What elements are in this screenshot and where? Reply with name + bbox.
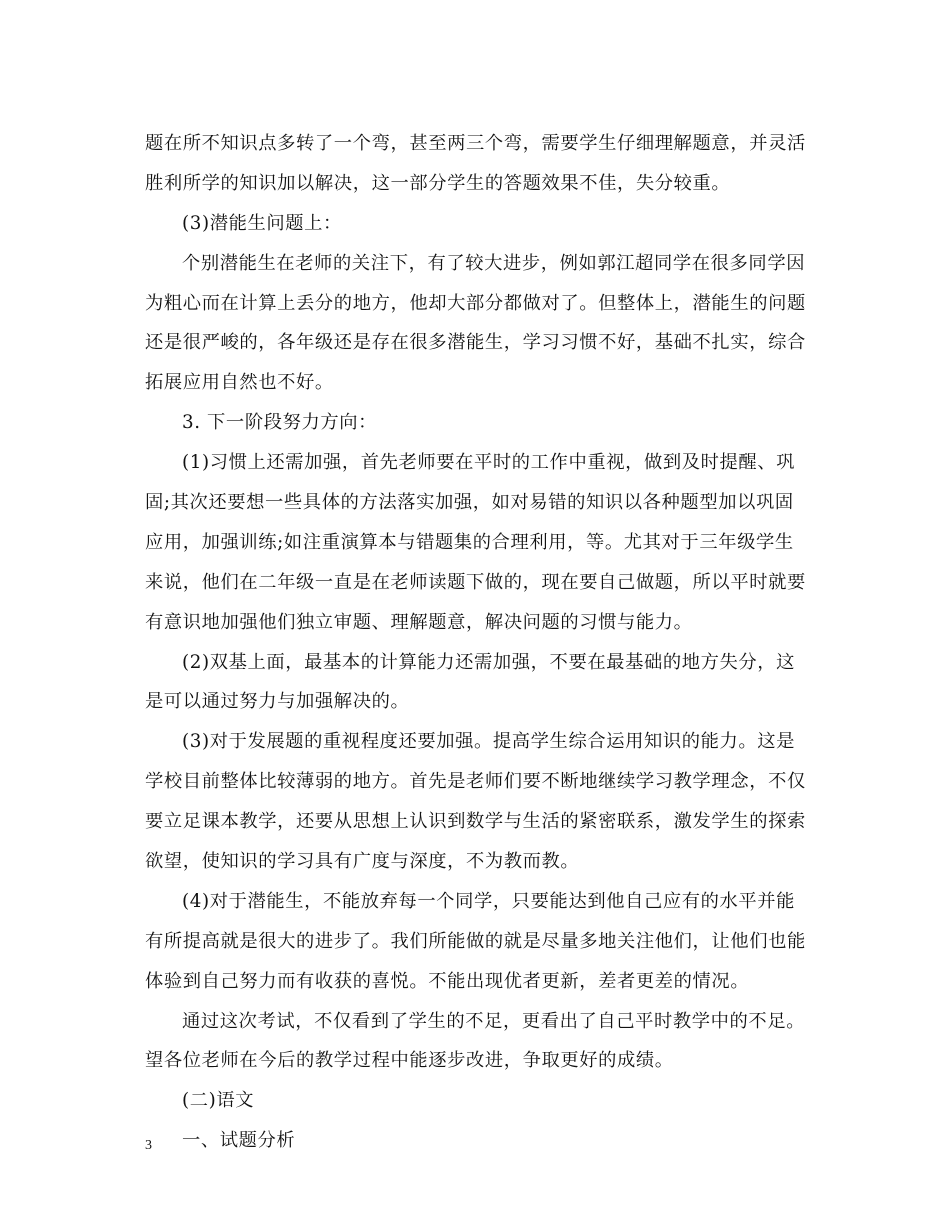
- text-line: (1)习惯上还需加强，首先老师要在平时的工作中重视，做到及时提醒、巩: [182, 452, 796, 474]
- text-line: (4)对于潜能生，不能放弃每一个同学，只要能达到他自己应有的水平并能: [182, 890, 796, 912]
- text-line: 望各位老师在今后的教学过程中能逐步改进，争取更好的成绩。: [145, 1050, 674, 1072]
- text-line: (二)语文: [182, 1090, 255, 1112]
- text-line: 有所提高就是很大的进步了。我们所能做的就是尽量多地关注他们，让他们也能: [145, 930, 806, 952]
- text-line: 应用，加强训练;如注重演算本与错题集的合理利用，等。尤其对于三年级学生: [145, 531, 794, 553]
- text-line: 体验到自己努力而有收获的喜悦。不能出现优者更新，差者更差的情况。: [145, 970, 750, 992]
- text-line: 题在所不知识点多转了一个弯，甚至两三个弯，需要学生仔细理解题意，并灵活: [145, 133, 806, 154]
- text-line: 固;其次还要想一些具体的方法落实加强，如对易错的知识以各种题型加以巩固: [145, 492, 794, 514]
- text-line: 是可以通过努力与加强解决的。: [145, 691, 410, 713]
- text-line: 有意识地加强他们独立审题、理解题意，解决问题的习惯与能力。: [145, 611, 693, 633]
- text-line: 个别潜能生在老师的关注下，有了较大进步，例如郭江超同学在很多同学因: [182, 252, 806, 274]
- text-line: 通过这次考试，不仅看到了学生的不足，更看出了自己平时教学中的不足。: [182, 1010, 806, 1032]
- text-line: 胜利所学的知识加以解决，这一部分学生的答题效果不佳，失分较重。: [145, 172, 731, 194]
- text-line: 3. 下一阶段努力方向：: [182, 412, 377, 434]
- text-line: 为粗心而在计算上丢分的地方，他却大部分都做对了。但整体上，潜能生的问题: [145, 292, 806, 314]
- text-line: (3)潜能生问题上：: [182, 212, 342, 234]
- text-line: 来说，他们在二年级一直是在老师读题下做的，现在要自己做题，所以平时就要: [145, 571, 806, 593]
- text-line: 拓展应用自然也不好。: [145, 372, 334, 394]
- text-line: 学校目前整体比较薄弱的地方。首先是老师们要不断地继续学习教学理念，不仅: [145, 771, 806, 793]
- text-line: 欲望，使知识的学习具有广度与深度，不为教而教。: [145, 851, 580, 873]
- page-number: 3: [145, 1138, 152, 1153]
- text-line: (2)双基上面，最基本的计算能力还需加强，不要在最基础的地方失分，这: [182, 651, 796, 673]
- text-line: (3)对于发展题的重视程度还要加强。提高学生综合运用知识的能力。这是: [182, 731, 796, 753]
- document-body: [145, 124, 805, 1161]
- text-line: 要立足课本教学，还要从思想上认识到数学与生活的紧密联系，激发学生的探索: [145, 811, 806, 833]
- text-line: 还是很严峻的，各年级还是存在很多潜能生，学习习惯不好，基础不扎实，综合: [145, 332, 806, 354]
- text-line: 一、试题分析: [182, 1130, 296, 1152]
